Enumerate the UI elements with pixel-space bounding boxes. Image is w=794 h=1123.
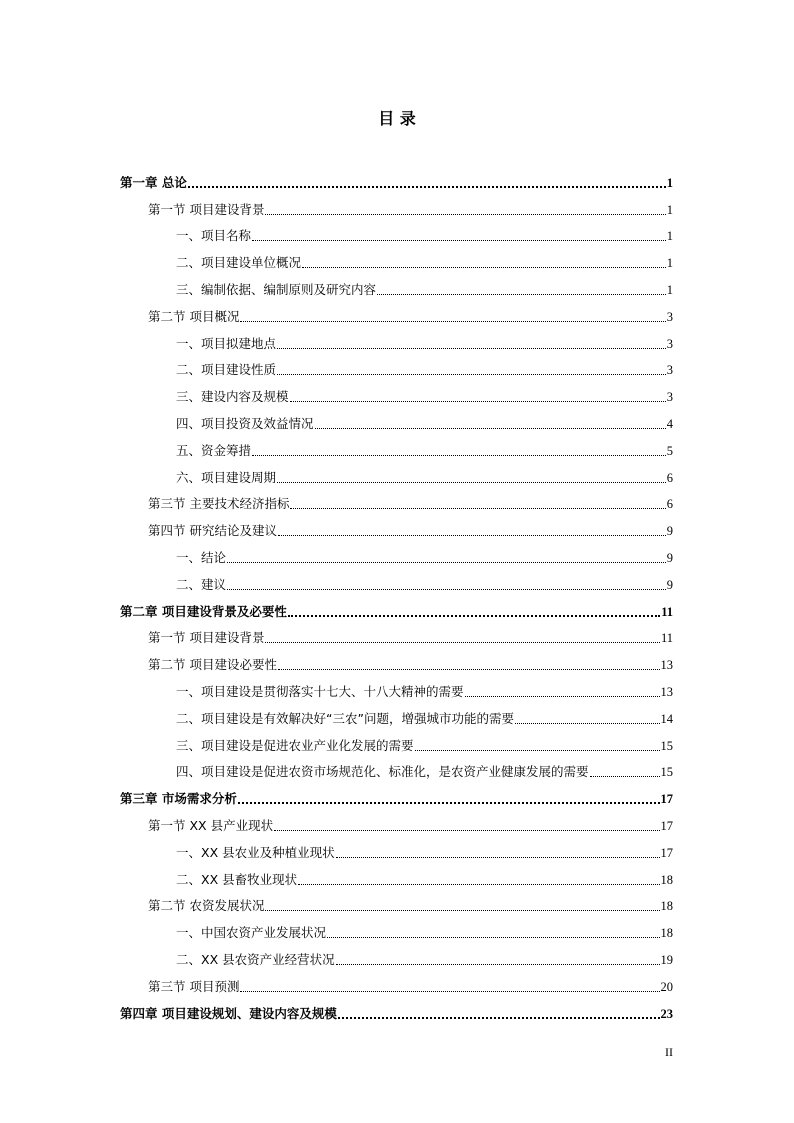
toc-entry-page: 17 <box>660 818 673 833</box>
toc-entry-page: 20 <box>660 979 673 994</box>
dot-leader <box>277 482 666 483</box>
page-number: II <box>665 1045 673 1059</box>
dot-leader <box>302 267 666 268</box>
toc-entry-label: 二、XX 县农资产业经营状况 <box>176 951 335 967</box>
toc-entry[interactable] <box>120 620 673 647</box>
toc-entry[interactable] <box>120 861 673 888</box>
toc-entry-page: 1 <box>666 202 673 217</box>
toc-entry-label: 四、项目投资及效益情况 <box>176 415 314 431</box>
toc-entry[interactable] <box>120 807 673 834</box>
toc-entry-page: 9 <box>666 524 673 539</box>
toc-entry[interactable] <box>120 539 673 566</box>
toc-entry[interactable] <box>120 486 673 513</box>
dot-leader <box>315 428 666 429</box>
dot-leader <box>265 214 665 215</box>
toc-entry-label: 第三章 市场需求分析 <box>120 791 237 807</box>
dot-leader <box>277 374 666 375</box>
toc-entry-page: 14 <box>660 711 673 726</box>
toc-entry-label: 第一章 总论 <box>120 174 187 190</box>
dot-leader <box>377 294 666 295</box>
dot-leader <box>336 964 660 965</box>
dot-leader <box>240 991 659 992</box>
toc-entry-page: 4 <box>666 416 673 431</box>
toc-entry[interactable] <box>120 432 673 459</box>
toc-entry-page: 15 <box>660 765 673 780</box>
toc-entry-page: 18 <box>660 899 673 914</box>
toc-entry[interactable] <box>120 218 673 245</box>
dot-leader <box>465 696 660 697</box>
toc-entry-label: 一、XX 县农业及种植业现状 <box>176 844 335 860</box>
dot-leader <box>590 776 660 777</box>
toc-entry-page: 3 <box>666 390 673 405</box>
toc-entry-label: 第三节 项目预测 <box>148 978 240 994</box>
toc-entry-label: 第二节 项目概况 <box>148 308 240 324</box>
dot-leader <box>290 508 665 509</box>
dot-leader <box>288 615 660 617</box>
toc-entry-page: 5 <box>666 443 673 458</box>
toc-entry[interactable] <box>120 244 673 271</box>
toc-entry[interactable] <box>120 834 673 861</box>
toc-entry[interactable] <box>120 512 673 539</box>
dot-leader <box>290 401 666 402</box>
toc-entry-label: 三、建设内容及规模 <box>176 389 289 405</box>
toc-entry-page: 17 <box>660 845 673 860</box>
dot-leader <box>227 589 666 590</box>
toc-entry[interactable] <box>120 566 673 593</box>
toc-entry-page: 11 <box>660 631 673 646</box>
toc-entry-label: 二、项目建设性质 <box>176 362 277 378</box>
toc-entry-label: 四、项目建设是促进农资市场规范化、标准化，是农资产业健康发展的需要 <box>176 764 589 780</box>
toc-entry[interactable] <box>120 405 673 432</box>
dot-leader <box>338 1017 660 1019</box>
toc-entry-page: 6 <box>666 470 673 485</box>
toc-entry-label: 第一节 项目建设背景 <box>148 201 265 217</box>
toc-entry-label: 五、资金筹措 <box>176 442 252 458</box>
toc-entry-page: 3 <box>666 309 673 324</box>
dot-leader <box>278 669 660 670</box>
toc-title: 目 录 <box>378 109 416 128</box>
dot-leader <box>274 830 659 831</box>
toc-entry-page: 13 <box>660 658 673 673</box>
toc-entry-page: 11 <box>661 604 673 619</box>
dot-leader <box>252 455 666 456</box>
toc-entry-page: 3 <box>666 336 673 351</box>
dot-leader <box>327 937 659 938</box>
toc-entry[interactable] <box>120 325 673 352</box>
toc-entry-label: 二、建议 <box>176 576 227 592</box>
toc-entry-page: 19 <box>660 952 673 967</box>
dot-leader <box>278 535 666 536</box>
toc-entry[interactable] <box>120 378 673 405</box>
dot-leader <box>298 884 659 885</box>
toc-entry-page: 18 <box>660 926 673 941</box>
toc-entry-label: 第二节 项目建设必要性 <box>148 657 277 673</box>
toc-entry-label: 第一节 XX 县产业现状 <box>148 817 274 833</box>
toc-entry-page: 15 <box>660 738 673 753</box>
toc-entry-label: 第二节 农资发展状况 <box>148 898 265 914</box>
dot-leader <box>240 321 665 322</box>
toc-entry[interactable] <box>120 593 673 620</box>
toc-entry[interactable] <box>120 968 673 995</box>
toc-entry-label: 第三节 主要技术经济指标 <box>148 496 290 512</box>
toc-entry-label: 一、中国农资产业发展状况 <box>176 925 327 941</box>
toc-entry[interactable] <box>120 352 673 379</box>
toc-entry-page: 3 <box>666 363 673 378</box>
toc-entry-label: 六、项目建设周期 <box>176 469 277 485</box>
toc-entry-label: 一、项目名称 <box>176 228 252 244</box>
toc-entry-page: 23 <box>660 1006 673 1021</box>
toc-entry[interactable] <box>120 673 673 700</box>
dot-leader <box>515 723 660 724</box>
dot-leader <box>188 186 666 188</box>
toc-entry-page: 1 <box>666 229 673 244</box>
dot-leader <box>227 562 666 563</box>
toc-entry[interactable] <box>120 941 673 968</box>
toc-entry[interactable] <box>120 191 673 218</box>
dot-leader <box>336 857 660 858</box>
toc-entry-page: 6 <box>666 497 673 512</box>
toc-entry-page: 9 <box>666 550 673 565</box>
toc-entry[interactable] <box>120 459 673 486</box>
toc-entry-label: 第四节 研究结论及建议 <box>148 523 277 539</box>
toc-entry[interactable] <box>120 995 673 1022</box>
toc-entry[interactable] <box>120 888 673 915</box>
toc-entry[interactable] <box>120 780 673 807</box>
dot-leader <box>277 348 666 349</box>
toc-entry-page: 1 <box>666 282 673 297</box>
toc-entry-page: 1 <box>666 256 673 271</box>
toc-entry-label: 二、项目建设单位概况 <box>176 255 302 271</box>
toc-entry[interactable] <box>120 914 673 941</box>
table-of-contents <box>120 164 673 1022</box>
toc-entry[interactable] <box>120 298 673 325</box>
dot-leader <box>265 910 659 911</box>
toc-entry[interactable] <box>120 164 673 191</box>
toc-entry[interactable] <box>120 754 673 781</box>
toc-entry-page: 1 <box>666 175 673 190</box>
toc-entry-page: 9 <box>666 577 673 592</box>
toc-entry[interactable] <box>120 700 673 727</box>
toc-entry[interactable] <box>120 646 673 673</box>
dot-leader <box>265 642 659 643</box>
toc-entry-label: 二、XX 县畜牧业现状 <box>176 871 298 887</box>
toc-entry-label: 第二章 项目建设背景及必要性 <box>120 603 287 619</box>
toc-entry[interactable] <box>120 271 673 298</box>
toc-entry-label: 一、项目建设是贯彻落实十七大、十八大精神的需要 <box>176 683 464 699</box>
dot-leader <box>252 240 666 241</box>
toc-entry-label: 一、结论 <box>176 549 227 565</box>
toc-entry-page: 18 <box>660 872 673 887</box>
toc-entry[interactable] <box>120 727 673 754</box>
dot-leader <box>415 750 660 751</box>
toc-entry-label: 三、编制依据、编制原则及研究内容 <box>176 281 377 297</box>
toc-entry-label: 第四章 项目建设规划、建设内容及规模 <box>120 1005 337 1021</box>
toc-entry-page: 13 <box>660 684 673 699</box>
toc-entry-label: 第一节 项目建设背景 <box>148 630 265 646</box>
toc-entry-label: 一、项目拟建地点 <box>176 335 277 351</box>
toc-entry-label: 二、项目建设是有效解决好“三农”问题，增强城市功能的需要 <box>176 710 514 726</box>
dot-leader <box>238 802 660 804</box>
toc-entry-page: 17 <box>660 792 673 807</box>
toc-entry-label: 三、项目建设是促进农业产业化发展的需要 <box>176 737 414 753</box>
